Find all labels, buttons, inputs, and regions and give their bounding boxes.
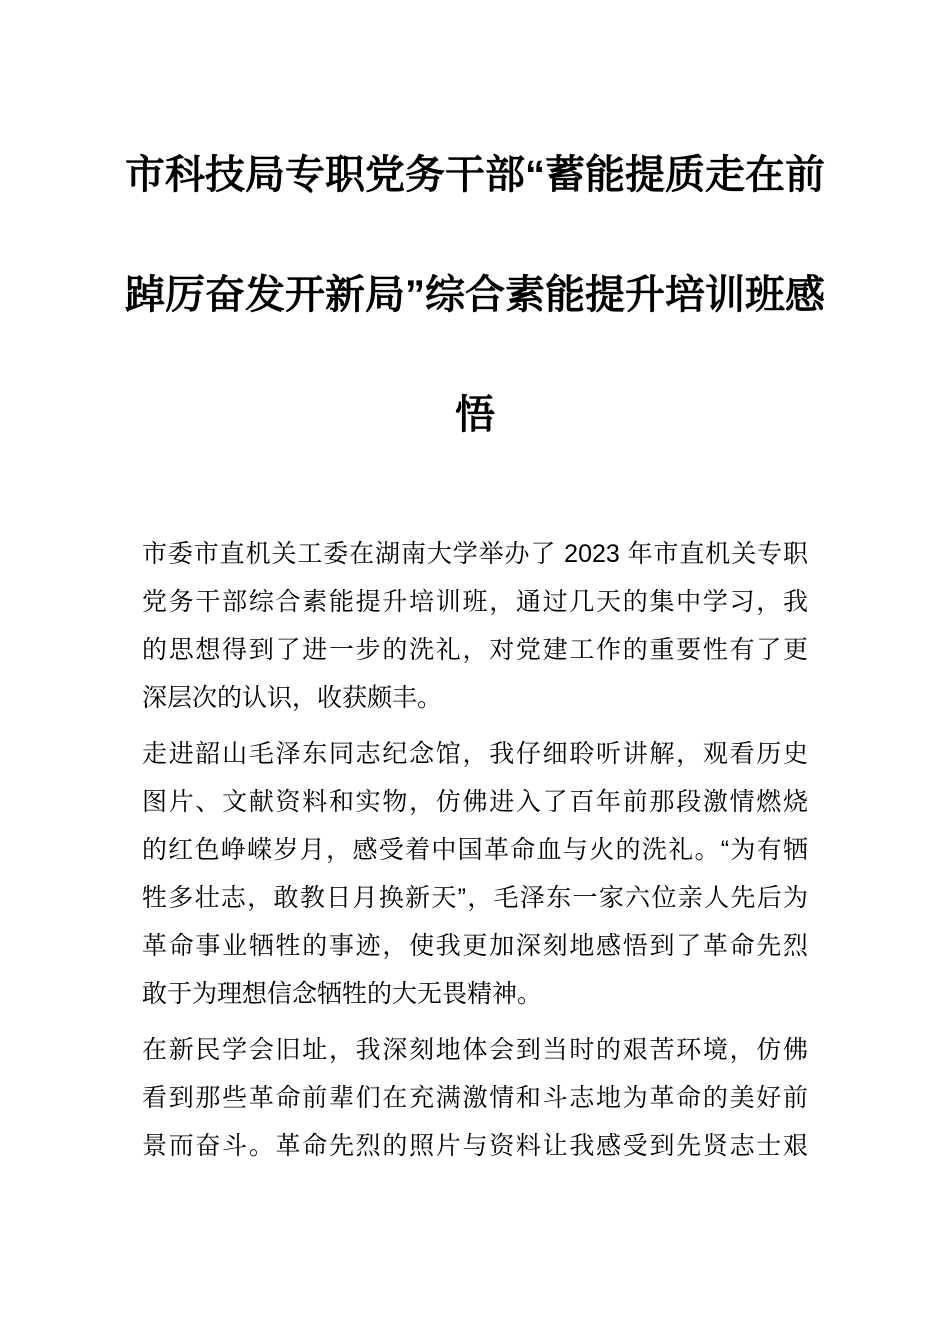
text-line: 看到那些革命前辈们在充满激情和斗志地为革命的美好前 [142, 1084, 808, 1112]
paragraph-1 [142, 530, 808, 722]
text-line: 革命事业牺牲的事迹，使我更加深刻地感悟到了革命先烈 [142, 932, 808, 960]
paragraph-3 [142, 1026, 808, 1170]
text-line: 市委市直机关工委在湖南大学举办了 2023 年市直机关专职 [142, 540, 808, 568]
document-title-line-3: 悟 [455, 393, 495, 437]
text-line: 深层次的认识，收获颇丰。 [142, 684, 443, 712]
text-line: 的思想得到了进一步的洗礼，对党建工作的重要性有了更 [142, 636, 808, 664]
document-title-line-1: 市科技局专职党务干部“蓄能提质走在前 [125, 153, 825, 197]
document-body [142, 530, 808, 1170]
paragraph-2 [142, 730, 808, 1018]
text-line: 走进韶山毛泽东同志纪念馆，我仔细聆听讲解，观看历史 [142, 740, 808, 768]
text-line: 牲多壮志，敢教日月换新天”，毛泽东一家六位亲人先后为 [142, 884, 808, 912]
text-line: 敢于为理想信念牺牲的大无畏精神。 [142, 980, 543, 1008]
document-title-line-2: 踔厉奋发开新局”综合素能提升培训班感 [125, 273, 825, 317]
text-line: 景而奋斗。革命先烈的照片与资料让我感受到先贤志士艰 [142, 1132, 808, 1160]
text-line: 党务干部综合素能提升培训班，通过几天的集中学习，我 [142, 588, 808, 616]
text-line: 图片、文献资料和实物，仿佛进入了百年前那段激情燃烧 [142, 788, 808, 816]
text-line: 在新民学会旧址，我深刻地体会到当时的艰苦环境，仿佛 [142, 1036, 808, 1064]
text-line: 的红色峥嵘岁月，感受着中国革命血与火的洗礼。“为有牺 [142, 836, 808, 864]
document-title [0, 0, 950, 475]
